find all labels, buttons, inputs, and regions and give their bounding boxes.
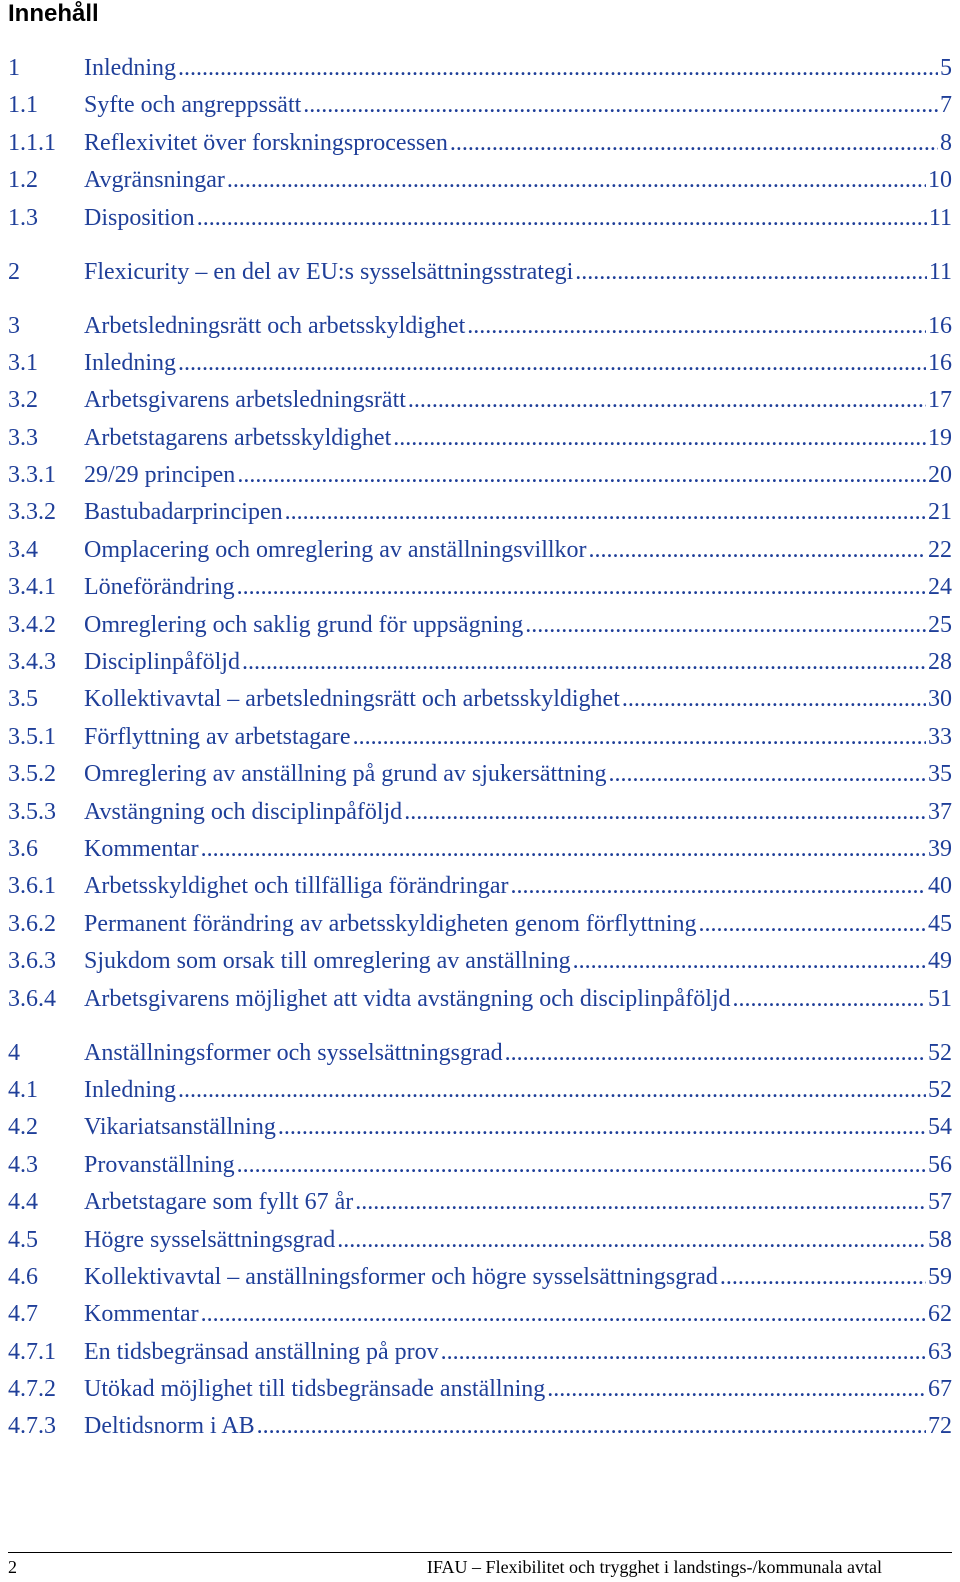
toc-entry[interactable] — [8, 494, 952, 531]
toc-entry[interactable] — [8, 87, 952, 124]
toc-entry[interactable] — [8, 906, 952, 943]
toc-entry-page: 24 — [928, 574, 952, 601]
toc-entry[interactable] — [8, 382, 952, 419]
toc-entry-number: 3.3.1 — [8, 462, 56, 489]
toc-entry-title: 29/29 principen — [84, 462, 236, 489]
toc-entry[interactable] — [8, 345, 952, 382]
toc-heading: Innehåll — [8, 0, 99, 27]
toc-entry-number: 4.4 — [8, 1189, 38, 1216]
toc-entry-title: Arbetstagarens arbetsskyldighet — [84, 424, 392, 451]
toc-entry-page: 58 — [928, 1226, 952, 1253]
dot-leader — [285, 494, 926, 531]
footer-divider — [8, 1552, 952, 1553]
dot-leader — [237, 457, 926, 494]
toc-entry-title: Omplacering och omreglering av anställningsvillkor — [84, 536, 587, 563]
toc-entry-page: 37 — [928, 798, 952, 825]
toc-entry-title: Flexicurity – en del av EU:s sysselsättningsstrategi — [84, 258, 574, 285]
toc-entry[interactable] — [8, 1147, 952, 1184]
dot-leader — [609, 756, 926, 793]
toc-entry-title: Inledning — [84, 55, 176, 81]
toc-entry-page: 17 — [928, 387, 952, 414]
toc-entry[interactable] — [8, 162, 952, 199]
dot-leader — [450, 125, 938, 162]
toc-entry[interactable] — [8, 1072, 952, 1109]
toc-entry-title: Arbetsgivarens arbetsledningsrätt — [84, 387, 406, 414]
dot-leader — [622, 681, 926, 718]
toc-entry-title: Arbetsledningsrätt och arbetsskyldighet — [84, 312, 466, 339]
toc-entry-title: Anställningsformer och sysselsättningsgrad — [84, 1039, 503, 1066]
toc-entry-title: Disposition — [84, 204, 195, 231]
toc-entry-number: 1.1.1 — [8, 129, 56, 156]
toc-entry-title: Vikariatsanställning — [84, 1114, 276, 1141]
toc-entry-number: 4.1 — [8, 1076, 38, 1103]
toc-entry-title: Arbetstagare som fyllt 67 år — [84, 1189, 354, 1216]
toc-entry-page: 52 — [928, 1076, 952, 1103]
toc-entry-page: 56 — [928, 1151, 952, 1178]
toc-entry[interactable] — [8, 831, 952, 868]
toc-entry-page: 67 — [928, 1376, 952, 1403]
dot-leader — [178, 1072, 926, 1109]
dot-leader — [720, 1259, 926, 1296]
toc-entry-title: En tidsbegränsad anställning på prov — [84, 1338, 439, 1365]
toc-entry-page: 16 — [928, 349, 952, 376]
dot-leader — [525, 607, 926, 644]
dot-leader — [733, 981, 926, 1018]
toc-entry[interactable] — [8, 1334, 952, 1371]
toc-entry-page: 45 — [928, 910, 952, 937]
toc-entry[interactable] — [8, 681, 952, 718]
toc-entry-title: Avgränsningar — [84, 167, 225, 194]
toc-entry-title: Syfte och angreppssätt — [84, 92, 302, 119]
toc-entry-page: 35 — [928, 761, 952, 788]
toc-entry-number: 4.5 — [8, 1226, 38, 1253]
toc-entry-title: Kommentar — [84, 836, 199, 862]
dot-leader — [353, 719, 926, 756]
toc-entry-number: 4.7.1 — [8, 1338, 56, 1365]
toc-entry[interactable] — [8, 569, 952, 606]
toc-entry-number: 3.3 — [8, 424, 38, 451]
toc-entry-number: 1 — [8, 55, 20, 81]
toc-entry-page: 8 — [940, 129, 952, 156]
dot-leader — [355, 1184, 926, 1221]
dot-leader — [467, 308, 926, 345]
dot-leader — [575, 254, 927, 291]
dot-leader — [237, 1147, 926, 1184]
footer-page-number: 2 — [8, 1557, 17, 1577]
toc-entry-title: Disciplinpåföljd — [84, 649, 240, 676]
toc-entry[interactable] — [8, 1109, 952, 1146]
toc-entry-page: 25 — [928, 611, 952, 638]
toc-entry[interactable] — [8, 1184, 952, 1221]
toc-entry-title: Reflexivitet över forskningsprocessen — [84, 129, 448, 156]
toc-entry-page: 7 — [940, 92, 952, 119]
toc-entry-number: 3.5 — [8, 686, 38, 713]
toc-entry-number: 3 — [8, 312, 20, 339]
toc-entry-number: 3.6.4 — [8, 985, 56, 1012]
toc-entry[interactable] — [8, 200, 952, 237]
toc-entry-number: 4.7 — [8, 1301, 38, 1328]
toc-entry-page: 51 — [928, 985, 952, 1012]
toc-entry-page: 57 — [928, 1189, 952, 1216]
toc-entry[interactable] — [8, 981, 952, 1018]
toc-entry-page: 21 — [928, 499, 952, 526]
toc-entry-title: Arbetsskyldighet och tillfälliga förändringar — [84, 873, 509, 900]
toc-entry-number: 1.2 — [8, 167, 38, 194]
toc-entry-page: 22 — [928, 536, 952, 563]
toc-entry-title: Förflyttning av arbetstagare — [84, 723, 351, 750]
dot-leader — [589, 532, 926, 569]
toc-entry-number: 3.5.3 — [8, 798, 56, 825]
toc-entry[interactable] — [8, 794, 952, 831]
dot-leader — [547, 1371, 926, 1408]
toc-entry-title: Arbetsgivarens möjlighet att vidta avstängning och disciplinpåföljd — [84, 985, 731, 1012]
toc-entry-number: 1.3 — [8, 204, 38, 231]
toc-entry[interactable] — [8, 457, 952, 494]
toc-entry[interactable] — [8, 420, 952, 457]
dot-leader — [242, 644, 926, 681]
dot-leader — [337, 1222, 926, 1259]
toc-entry[interactable] — [8, 756, 952, 793]
toc-entry-page: 63 — [928, 1338, 952, 1365]
toc-entry-number: 4.7.2 — [8, 1376, 56, 1403]
toc-entry-page: 49 — [928, 948, 952, 975]
toc-entry-title: Provanställning — [84, 1151, 235, 1178]
toc-entry-page: 33 — [928, 723, 952, 750]
toc-entry-number: 3.4.1 — [8, 574, 56, 601]
toc-entry[interactable] — [8, 125, 952, 162]
toc-entry-title: Sjukdom som orsak till omreglering av anställning — [84, 948, 571, 975]
toc-entry[interactable] — [8, 308, 952, 345]
toc-entry-title: Utökad möjlighet till tidsbegränsade anställning — [84, 1376, 546, 1403]
toc-entry-title: Deltidsnorm i AB — [84, 1413, 255, 1440]
toc-entry-number: 3.1 — [8, 349, 38, 376]
toc-entry-title: Löneförändring — [84, 574, 235, 601]
toc-entry[interactable] — [8, 1035, 952, 1072]
toc-entry-page: 11 — [928, 258, 952, 285]
toc-entry-number: 3.4.2 — [8, 611, 56, 638]
toc-entry-page: 20 — [928, 462, 952, 489]
toc-entry-number: 1.1 — [8, 92, 38, 119]
dot-leader — [178, 50, 938, 87]
dot-leader — [201, 1296, 926, 1333]
dot-leader — [408, 382, 926, 419]
toc-entry-number: 3.2 — [8, 387, 38, 414]
dot-leader — [201, 831, 926, 868]
toc-entry-page: 54 — [928, 1114, 952, 1141]
toc-entry-number: 3.4 — [8, 536, 38, 563]
toc-entry-number: 3.6.3 — [8, 948, 56, 975]
toc-entry-title: Permanent förändring av arbetsskyldigheten genom förflyttning — [84, 910, 697, 937]
dot-leader — [699, 906, 926, 943]
toc-entry-page: 5 — [940, 55, 952, 81]
toc-entry-title: Inledning — [84, 349, 176, 376]
toc-entry-title: Omreglering och saklig grund för uppsägning — [84, 611, 524, 638]
toc-entry-page: 39 — [928, 836, 952, 862]
toc-entry-number: 3.6 — [8, 836, 38, 862]
toc-entry-number: 3.4.3 — [8, 649, 56, 676]
toc-entry-number: 4.3 — [8, 1151, 38, 1178]
dot-leader — [393, 420, 926, 457]
toc-entry-number: 3.5.2 — [8, 761, 56, 788]
toc-entry-title: Kollektivavtal – anställningsformer och högre sysselsättningsgrad — [84, 1263, 718, 1290]
toc-entry-page: 40 — [928, 873, 952, 900]
toc-entry-page: 72 — [928, 1413, 952, 1440]
dot-leader — [278, 1109, 926, 1146]
toc-entry-number: 3.5.1 — [8, 723, 56, 750]
toc-entry[interactable] — [8, 1259, 952, 1296]
toc-entry-page: 10 — [928, 167, 952, 194]
toc-entry-title: Omreglering av anställning på grund av sjukersättning — [84, 761, 607, 788]
toc-entry-page: 19 — [928, 424, 952, 451]
toc-entry-number: 4 — [8, 1039, 20, 1066]
toc-entry-number: 3.6.1 — [8, 873, 56, 900]
toc-entry[interactable] — [8, 607, 952, 644]
dot-leader — [237, 569, 926, 606]
dot-leader — [505, 1035, 926, 1072]
toc-entry[interactable] — [8, 868, 952, 905]
dot-leader — [573, 943, 926, 980]
toc-entry-title: Kommentar — [84, 1301, 199, 1328]
toc-entry[interactable] — [8, 532, 952, 569]
toc-entry[interactable] — [8, 719, 952, 756]
toc-entry[interactable] — [8, 1371, 952, 1408]
toc-entry-title: Högre sysselsättningsgrad — [84, 1226, 336, 1253]
toc-entry-number: 4.2 — [8, 1114, 38, 1141]
toc-entry-number: 4.7.3 — [8, 1413, 56, 1440]
dot-leader — [441, 1334, 926, 1371]
toc-entry-number: 3.3.2 — [8, 499, 56, 526]
footer-title: IFAU – Flexibilitet och trygghet i landstings-/kommunala avtal — [426, 1557, 882, 1577]
dot-leader — [197, 200, 927, 237]
toc-entry-page: 11 — [928, 204, 952, 231]
toc-entry-title: Inledning — [84, 1076, 176, 1103]
dot-leader — [257, 1408, 926, 1445]
toc-entry-title: Kollektivavtal – arbetsledningsrätt och arbetsskyldighet — [84, 686, 620, 713]
toc-entry-page: 30 — [928, 686, 952, 713]
toc-entry[interactable] — [8, 943, 952, 980]
toc-entry[interactable] — [8, 254, 952, 291]
dot-leader — [303, 87, 938, 124]
toc-entry-number: 4.6 — [8, 1263, 38, 1290]
table-of-contents — [8, 50, 952, 1446]
dot-leader — [511, 868, 926, 905]
toc-entry-title: Avstängning och disciplinpåföljd — [84, 798, 403, 825]
toc-entry-number: 2 — [8, 258, 20, 285]
toc-entry-page: 16 — [928, 312, 952, 339]
toc-entry-page: 52 — [928, 1039, 952, 1066]
toc-entry[interactable] — [8, 1296, 952, 1333]
toc-entry[interactable] — [8, 50, 952, 87]
dot-leader — [227, 162, 926, 199]
toc-entry[interactable] — [8, 1408, 952, 1445]
toc-entry-page: 62 — [928, 1301, 952, 1328]
dot-leader — [178, 345, 926, 382]
toc-entry-page: 59 — [928, 1263, 952, 1290]
toc-entry-title: Bastubadarprincipen — [84, 499, 283, 526]
toc-entry-number: 3.6.2 — [8, 910, 56, 937]
toc-entry[interactable] — [8, 1222, 952, 1259]
dot-leader — [404, 794, 926, 831]
toc-entry[interactable] — [8, 644, 952, 681]
toc-entry-page: 28 — [928, 649, 952, 676]
